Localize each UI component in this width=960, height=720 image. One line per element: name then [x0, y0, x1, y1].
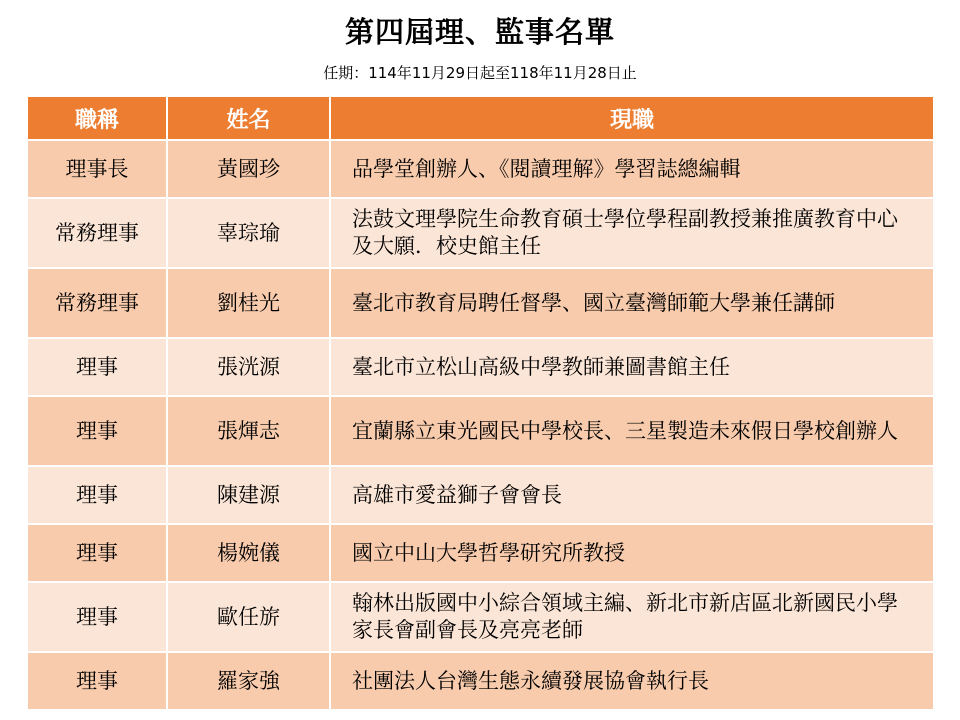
cell-name: 羅家強: [168, 653, 331, 711]
table-row: [28, 199, 933, 269]
header-name: 姓名: [168, 97, 331, 141]
cell-title: 理事長: [28, 141, 168, 199]
table-row: [28, 653, 933, 711]
cell-name: 張煇志: [168, 397, 331, 467]
cell-name: 劉桂光: [168, 269, 331, 339]
cell-title: 常務理事: [28, 269, 168, 339]
cell-title: 理事: [28, 525, 168, 583]
page-title: 第四屆理、監事名單: [344, 15, 615, 49]
cell-title: 理事: [28, 397, 168, 467]
cell-name: 歐任旂: [168, 583, 331, 653]
cell-title: 常務理事: [28, 199, 168, 269]
cell-position: 國立中山大學哲學研究所教授: [331, 525, 933, 583]
cell-position: 宜蘭縣立東光國民中學校長、三星製造未來假日學校創辦人: [331, 397, 933, 467]
cell-title: 理事: [28, 583, 168, 653]
cell-name: 辜琮瑜: [168, 199, 331, 269]
table-row: [28, 269, 933, 339]
term-subtitle: 任期：114年11月29日起至118年11月28日止: [323, 64, 637, 82]
table-row: [28, 583, 933, 653]
table-row: [28, 397, 933, 467]
roster-table: [28, 97, 933, 711]
cell-name: 楊婉儀: [168, 525, 331, 583]
cell-title: 理事: [28, 653, 168, 711]
cell-position: 品學堂創辦人、《閱讀理解》學習誌總編輯: [331, 141, 933, 199]
header-position: 現職: [331, 97, 933, 141]
cell-title: 理事: [28, 339, 168, 397]
table-row: [28, 467, 933, 525]
cell-position: 臺北市教育局聘任督學、國立臺灣師範大學兼任講師: [331, 269, 933, 339]
table-header-row: [28, 97, 933, 141]
header-title: 職稱: [28, 97, 168, 141]
cell-position: 法鼓文理學院生命教育碩士學位學程副教授兼推廣教育中心及大願．校史館主任: [331, 199, 933, 269]
table-row: [28, 339, 933, 397]
cell-name: 黃國珍: [168, 141, 331, 199]
cell-position: 臺北市立松山高級中學教師兼圖書館主任: [331, 339, 933, 397]
cell-position: 社團法人台灣生態永續發展協會執行長: [331, 653, 933, 711]
cell-title: 理事: [28, 467, 168, 525]
table-row: [28, 141, 933, 199]
cell-position: 高雄市愛益獅子會會長: [331, 467, 933, 525]
cell-name: 陳建源: [168, 467, 331, 525]
table-row: [28, 525, 933, 583]
cell-position: 翰林出版國中小綜合領域主編、新北市新店區北新國民小學家長會副會長及亮亮老師: [331, 583, 933, 653]
cell-name: 張洸源: [168, 339, 331, 397]
